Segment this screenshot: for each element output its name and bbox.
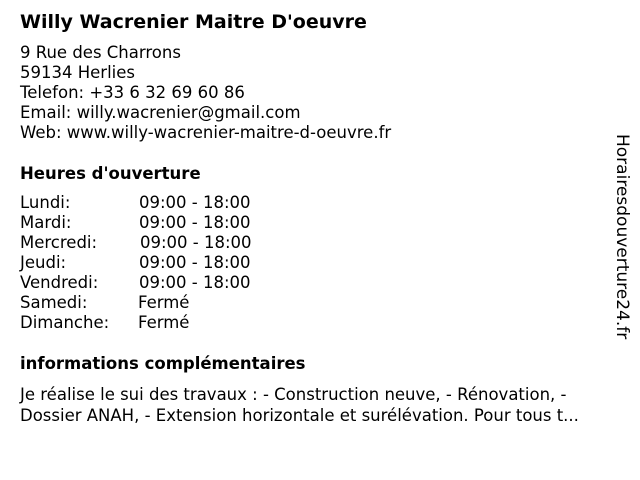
day-label: Mercredi: [20,233,98,252]
business-name: Willy Wacrenier Maitre D'oeuvre [20,11,367,33]
time-value: 09:00 - 18:00 [139,273,251,292]
website-text: Web: www.willy-wacrenier-maitre-d-oeuvre.fr [20,123,392,142]
time-value: 09:00 - 18:00 [139,213,251,232]
address-street: 9 Rue des Charrons [20,43,181,62]
info-description [20,384,620,426]
email-text: Email: willy.wacrenier@gmail.com [20,103,301,122]
site-watermark: Horairesdouverture24.fr [612,134,632,340]
time-value: 09:00 - 18:00 [140,233,252,252]
info-line-2: Dossier ANAH, - Extension horizontale et surélévation. Pour tous t... [20,406,579,425]
address-city: 59134 Herlies [20,63,135,82]
time-value: Fermé [138,293,190,312]
day-label: Mardi: [20,213,72,232]
time-value: 09:00 - 18:00 [139,253,251,272]
day-label: Dimanche: [20,313,110,332]
day-label: Jeudi: [20,253,67,272]
time-value: Fermé [138,313,190,332]
contact-block [20,43,391,143]
day-label: Vendredi: [20,273,99,292]
day-label: Samedi: [20,293,88,312]
day-label: Lundi: [20,193,71,212]
hours-heading: Heures d'ouverture [20,164,201,183]
time-value: 09:00 - 18:00 [139,193,251,212]
info-line-1: Je réalise le sui des travaux : - Construction neuve, - Rénovation, - [20,385,567,404]
info-heading: informations complémentaires [20,354,306,373]
phone-text: Telefon: +33 6 32 69 60 86 [20,83,245,102]
